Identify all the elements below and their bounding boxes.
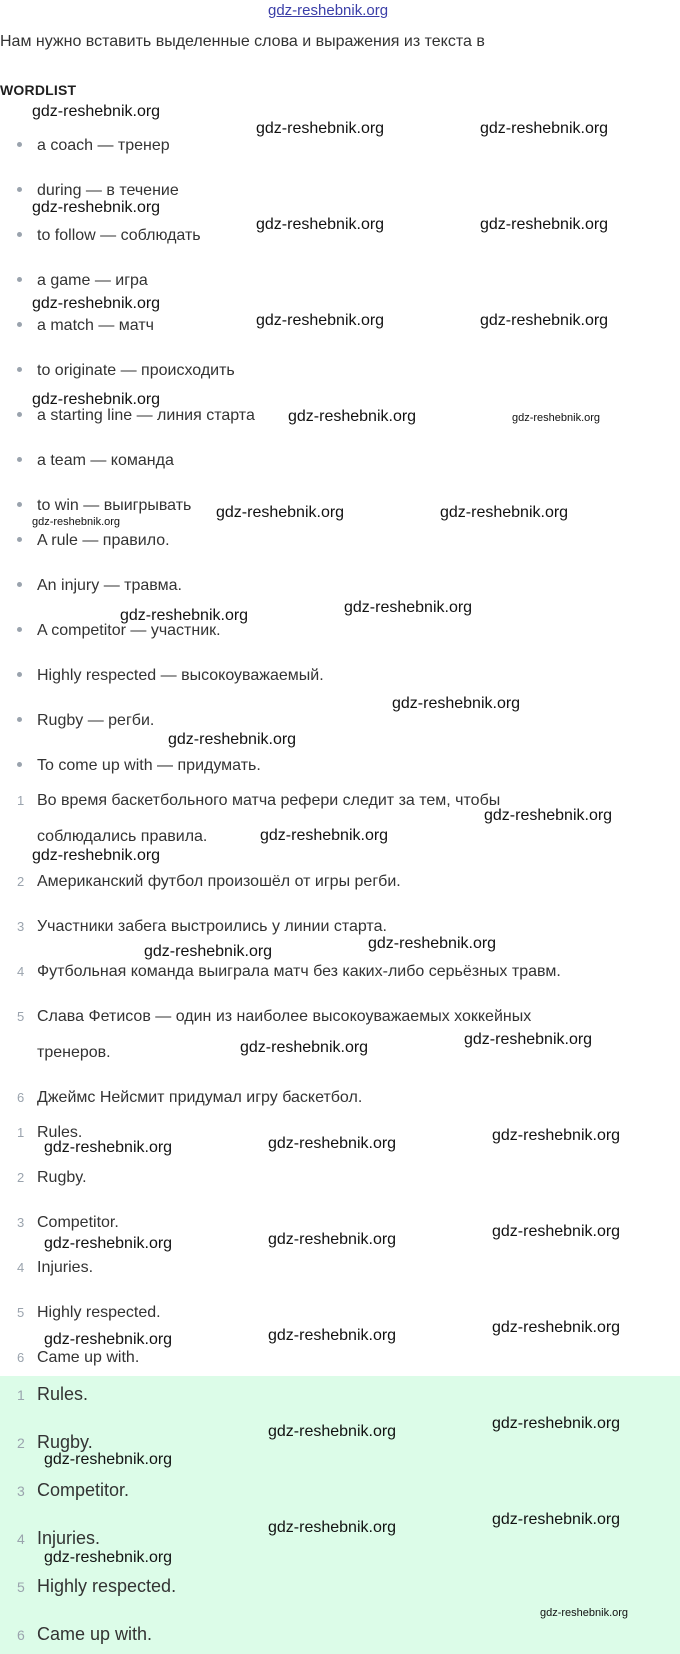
bullet-icon (17, 502, 22, 507)
list-item (17, 667, 324, 685)
answer-text: Highly respected. (37, 1576, 177, 1596)
answer-text: Injuries. (37, 1528, 101, 1548)
bullet-icon (17, 717, 22, 722)
answer-text: Competitor. (37, 1480, 130, 1500)
watermark: gdz-reshebnik.org (268, 1231, 397, 1248)
sentence-item (17, 873, 401, 891)
sentence-continuation: соблюдались правила. (37, 828, 208, 845)
bullet-icon (17, 672, 22, 677)
watermark: gdz-reshebnik.org (480, 120, 609, 137)
watermark: gdz-reshebnik.org (44, 1331, 173, 1348)
bullet-icon (17, 142, 22, 147)
bullet-icon (17, 537, 22, 542)
watermark: gdz-reshebnik.org (168, 731, 297, 748)
watermark: gdz-reshebnik.org (440, 504, 569, 521)
bullet-icon (17, 367, 22, 372)
answer-number: 2 (17, 1435, 25, 1451)
answer-text: Rules. (37, 1384, 89, 1404)
watermark: gdz-reshebnik.org (216, 504, 345, 521)
watermark: gdz-reshebnik.org (32, 847, 161, 864)
watermark: gdz-reshebnik.org (268, 1519, 397, 1536)
watermark: gdz-reshebnik.org (512, 412, 601, 424)
list-item-text: a game — игра (37, 272, 148, 289)
list-item-text: a starting line — линия старта (37, 407, 255, 424)
answer-text: Rules. (37, 1124, 83, 1141)
answer-item (17, 1259, 93, 1277)
list-item-text: Rugby — регби. (37, 712, 155, 729)
list-item-text: a coach — тренер (37, 137, 170, 154)
bullet-icon (17, 322, 22, 327)
sentence-text: Футбольная команда выиграла матч без каких-либо серьёзных травм. (37, 963, 561, 980)
sentence-text: Американский футбол произошёл от игры регби. (37, 873, 401, 890)
answer-number: 4 (17, 1531, 25, 1547)
watermark: gdz-reshebnik.org (492, 1319, 621, 1336)
sentence-number: 1 (17, 793, 25, 808)
watermark: gdz-reshebnik.org (260, 827, 389, 844)
watermark: gdz-reshebnik.org (268, 1135, 397, 1152)
list-item (17, 577, 182, 595)
watermark: gdz-reshebnik.org (44, 1235, 173, 1252)
answer-number: 1 (17, 1125, 25, 1140)
sentence-text: Во время баскетбольного матча рефери следит за тем, чтобы (37, 792, 501, 809)
answer-item (17, 1349, 139, 1367)
answer-number: 5 (17, 1305, 25, 1320)
sentence-text: Джеймс Нейсмит придумал игру баскетбол. (37, 1089, 363, 1106)
answer-item (17, 1214, 119, 1232)
answer-number: 6 (17, 1627, 25, 1643)
list-item-text: a team — команда (37, 452, 174, 469)
watermark: gdz-reshebnik.org (144, 943, 273, 960)
watermark: gdz-reshebnik.org (120, 607, 249, 624)
bullet-icon (17, 762, 22, 767)
answer-number: 2 (17, 1170, 25, 1185)
watermark: gdz-reshebnik.org (288, 408, 417, 425)
list-item (17, 757, 261, 775)
list-item (17, 407, 255, 425)
highlighted-answer-item (17, 1384, 88, 1405)
watermark: gdz-reshebnik.org (44, 1549, 173, 1566)
list-item-text: to win — выигрывать (37, 497, 192, 514)
watermark: gdz-reshebnik.org (492, 1223, 621, 1240)
answer-number: 6 (17, 1350, 25, 1365)
intro-text: Нам нужно вставить выделенные слова и выражения из текста в (0, 33, 485, 50)
list-item-text: a match — матч (37, 317, 155, 334)
watermark: gdz-reshebnik.org (32, 391, 161, 408)
sentence-number: 2 (17, 874, 25, 889)
highlighted-answer-item (17, 1480, 129, 1501)
answer-number: 3 (17, 1483, 25, 1499)
watermark: gdz-reshebnik.org (344, 599, 473, 616)
watermark: gdz-reshebnik.org (268, 1327, 397, 1344)
list-item-text: to follow — соблюдать (37, 227, 201, 244)
sentence-number: 6 (17, 1090, 25, 1105)
bullet-icon (17, 582, 22, 587)
sentence-text: Участники забега выстроились у линии старта. (37, 918, 387, 935)
watermark: gdz-reshebnik.org (32, 103, 161, 120)
sentence-number: 3 (17, 919, 25, 934)
highlighted-answer-item (17, 1576, 176, 1597)
watermark: gdz-reshebnik.org (32, 295, 161, 312)
sentence-number: 5 (17, 1009, 25, 1024)
watermark: gdz-reshebnik.org (256, 216, 385, 233)
list-item-text: A competitor — участник. (37, 622, 221, 639)
list-item (17, 317, 154, 335)
sentence-item (17, 792, 500, 810)
list-item-text: Highly respected — высокоуважаемый. (37, 667, 324, 684)
list-item-text: To come up with — придумать. (37, 757, 261, 774)
sentence-item (17, 918, 387, 936)
watermark: gdz-reshebnik.org (464, 1031, 593, 1048)
bullet-icon (17, 277, 22, 282)
answer-number: 5 (17, 1579, 25, 1595)
watermark: gdz-reshebnik.org (268, 1423, 397, 1440)
bullet-icon (17, 412, 22, 417)
answer-item (17, 1169, 87, 1187)
answer-number: 4 (17, 1260, 25, 1275)
watermark: gdz-reshebnik.org (32, 516, 121, 528)
answer-number: 3 (17, 1215, 25, 1230)
list-item (17, 182, 179, 200)
sentence-text: Слава Фетисов — один из наиболее высокоуважаемых хоккейных (37, 1008, 532, 1025)
watermark: gdz-reshebnik.org (44, 1139, 173, 1156)
sentence-item (17, 1008, 531, 1026)
list-item-text: to originate — происходить (37, 362, 235, 379)
bullet-icon (17, 627, 22, 632)
answer-number: 1 (17, 1387, 25, 1403)
highlighted-answer-item (17, 1624, 152, 1645)
list-item (17, 272, 148, 290)
list-item-text: An injury — травма. (37, 577, 182, 594)
list-item-text: A rule — правило. (37, 532, 170, 549)
watermark: gdz-reshebnik.org (368, 935, 497, 952)
answer-item (17, 1304, 161, 1322)
list-item-text: during — в течение (37, 182, 179, 199)
answer-text: Highly respected. (37, 1304, 161, 1321)
watermark: gdz-reshebnik.org (256, 312, 385, 329)
watermark: gdz-reshebnik.org (256, 120, 385, 137)
watermark: gdz-reshebnik.org (480, 216, 609, 233)
bullet-icon (17, 457, 22, 462)
list-item (17, 227, 201, 245)
watermark: gdz-reshebnik.org (492, 1511, 621, 1528)
sentence-number: 4 (17, 964, 25, 979)
watermark: gdz-reshebnik.org (540, 1607, 629, 1619)
watermark: gdz-reshebnik.org (44, 1451, 173, 1468)
list-item (17, 497, 191, 515)
watermark: gdz-reshebnik.org (484, 807, 613, 824)
bullet-icon (17, 232, 22, 237)
list-item (17, 452, 174, 470)
sentence-continuation: тренеров. (37, 1044, 111, 1061)
answer-text: Injuries. (37, 1259, 94, 1276)
watermark: gdz-reshebnik.org (480, 312, 609, 329)
watermark: gdz-reshebnik.org (492, 1415, 621, 1432)
watermark: gdz-reshebnik.org (492, 1127, 621, 1144)
answer-text: Came up with. (37, 1349, 140, 1366)
list-item (17, 362, 235, 380)
answer-text: Came up with. (37, 1624, 153, 1644)
watermark: gdz-reshebnik.org (392, 695, 521, 712)
site-link[interactable]: gdz-reshebnik.org (268, 2, 389, 19)
sentence-item (17, 963, 561, 981)
list-item (17, 532, 170, 550)
answer-text: Rugby. (37, 1432, 93, 1452)
sentence-item (17, 1089, 362, 1107)
list-item (17, 712, 154, 730)
bullet-icon (17, 187, 22, 192)
answer-text: Rugby. (37, 1169, 87, 1186)
highlighted-answer-item (17, 1528, 100, 1549)
watermark: gdz-reshebnik.org (240, 1039, 369, 1056)
answer-text: Competitor. (37, 1214, 119, 1231)
wordlist-heading: WORDLIST (0, 82, 77, 98)
highlighted-answer-item (17, 1432, 93, 1453)
watermark: gdz-reshebnik.org (32, 199, 161, 216)
list-item (17, 137, 170, 155)
